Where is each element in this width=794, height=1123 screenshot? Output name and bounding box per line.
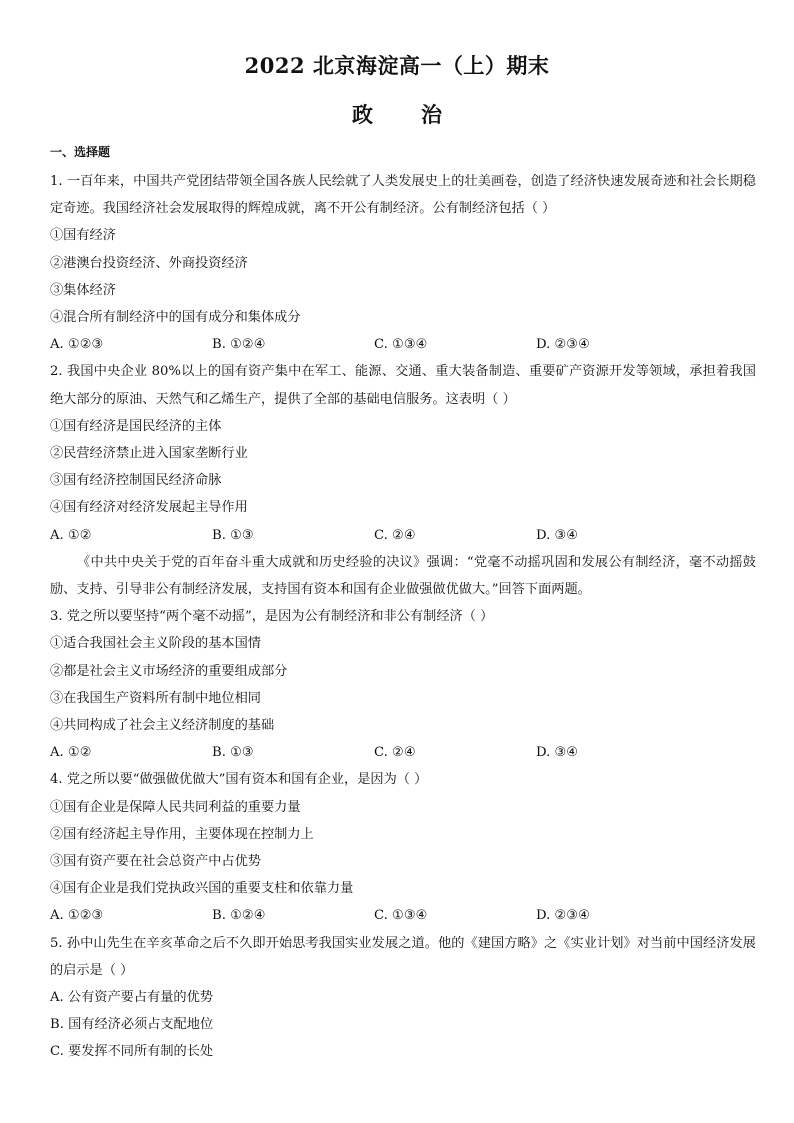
option-b: B. ①③ xyxy=(212,745,254,761)
question-4 xyxy=(50,766,756,929)
statement-item: ③集体经济 xyxy=(50,282,116,298)
question-stem: 3. 党之所以要坚持“两个毫不动摇”，是因为公有制经济和非公有制经济（ ） xyxy=(50,609,494,625)
statement-item: ②民营经济禁止进入国家垄断行业 xyxy=(50,446,248,462)
statement-item: ①国有企业是保障人民共同利益的重要力量 xyxy=(50,799,301,815)
option-a: A. 公有资产要占有量的优势 xyxy=(50,990,213,1006)
statement-item: ④国有经济对经济发展起主导作用 xyxy=(50,500,248,516)
option-d: D. ③④ xyxy=(536,745,579,761)
statement-item: ④国有企业是我们党执政兴国的重要支柱和依靠力量 xyxy=(50,881,354,897)
option-a: A. ①② xyxy=(50,527,92,543)
exam-content xyxy=(50,144,756,1066)
subject-heading xyxy=(0,99,794,129)
statement-item: ③在我国生产资料所有制中地位相同 xyxy=(50,690,261,706)
question-3 xyxy=(50,603,756,766)
option-c: C. ①③④ xyxy=(374,337,428,353)
option-c: C. ②④ xyxy=(374,527,416,543)
statement-item: ②都是社会主义市场经济的重要组成部分 xyxy=(50,663,288,679)
answer-options xyxy=(50,902,756,929)
option-b: B. ①②④ xyxy=(212,337,266,353)
option-a: A. ①②③ xyxy=(50,337,104,353)
option-b: B. ①②④ xyxy=(212,908,266,924)
material-passage: 《中共中央关于党的百年奋斗重大成就和历史经验的决议》强调：“党毫不动摇巩固和发展公有制经济，毫不动摇鼓励、支持、引导非公有制经济发展，支持国有资本和国有企业做强做优做大。”回答下面两题。 xyxy=(50,554,756,598)
option-c: C. ①③④ xyxy=(374,908,428,924)
question-stem: 5. 孙中山先生在辛亥革命之后不久即开始思考我国实业发展之道。他的《建国方略》之《实业计划》对当前中国经济发展的启示是（ ） xyxy=(50,935,756,978)
answer-options xyxy=(50,331,756,358)
question-2 xyxy=(50,358,756,548)
answer-options xyxy=(50,522,756,549)
statement-item: ④混合所有制经济中的国有成分和集体成分 xyxy=(50,310,301,326)
option-a: A. ①②③ xyxy=(50,908,104,924)
statement-item: ①国有经济 xyxy=(50,228,116,244)
page-title: 2022 北京海淀高一（上）期末 xyxy=(244,53,550,78)
statement-item: ①国有经济是国民经济的主体 xyxy=(50,418,222,434)
option-c: C. 要发挥不同所有制的长处 xyxy=(50,1044,214,1060)
option-b: B. 国有经济必须占支配地位 xyxy=(50,1017,214,1033)
answer-options xyxy=(50,739,756,766)
statement-item: ③国有资产要在社会总资产中占优势 xyxy=(50,854,261,870)
question-1 xyxy=(50,168,756,358)
option-b: B. ①③ xyxy=(212,527,254,543)
option-d: D. ③④ xyxy=(536,527,579,543)
statement-item: ④共同构成了社会主义经济制度的基础 xyxy=(50,718,275,734)
statement-item: ③国有经济控制国民经济命脉 xyxy=(50,473,222,489)
question-stem: 2. 我国中央企业 80%以上的国有资产集中在军工、能源、交通、重大装备制造、重要矿产资源开发等领域，承担着我国绝大部分的原油、天然气和乙烯生产，提供了全部的基础电信服务。这表明（ ） xyxy=(50,364,756,407)
question-stem: 1. 一百年来，中国共产党团结带领全国各族人民绘就了人类发展史上的壮美画卷，创造了经济快速发展奇迹和社会长期稳定奇迹。我国经济社会发展取得的辉煌成就，离不开公有制经济。公有制经济包括（ ） xyxy=(50,174,756,217)
option-c: C. ②④ xyxy=(374,745,416,761)
question-5 xyxy=(50,930,756,1066)
option-a: A. ①② xyxy=(50,745,92,761)
statement-item: ①适合我国社会主义阶段的基本国情 xyxy=(50,636,261,652)
subject-char-right: 治 xyxy=(421,102,442,127)
statement-item: ②港澳台投资经济、外商投资经济 xyxy=(50,255,248,271)
option-d: D. ②③④ xyxy=(536,908,590,924)
option-d: D. ②③④ xyxy=(536,337,590,353)
statement-item: ②国有经济起主导作用，主要体现在控制力上 xyxy=(50,826,314,842)
question-stem: 4. 党之所以要“做强做优做大”国有资本和国有企业，是因为（ ） xyxy=(50,772,428,788)
subject-char-left: 政 xyxy=(352,102,373,127)
section-heading: 一、选择题 xyxy=(50,145,111,159)
